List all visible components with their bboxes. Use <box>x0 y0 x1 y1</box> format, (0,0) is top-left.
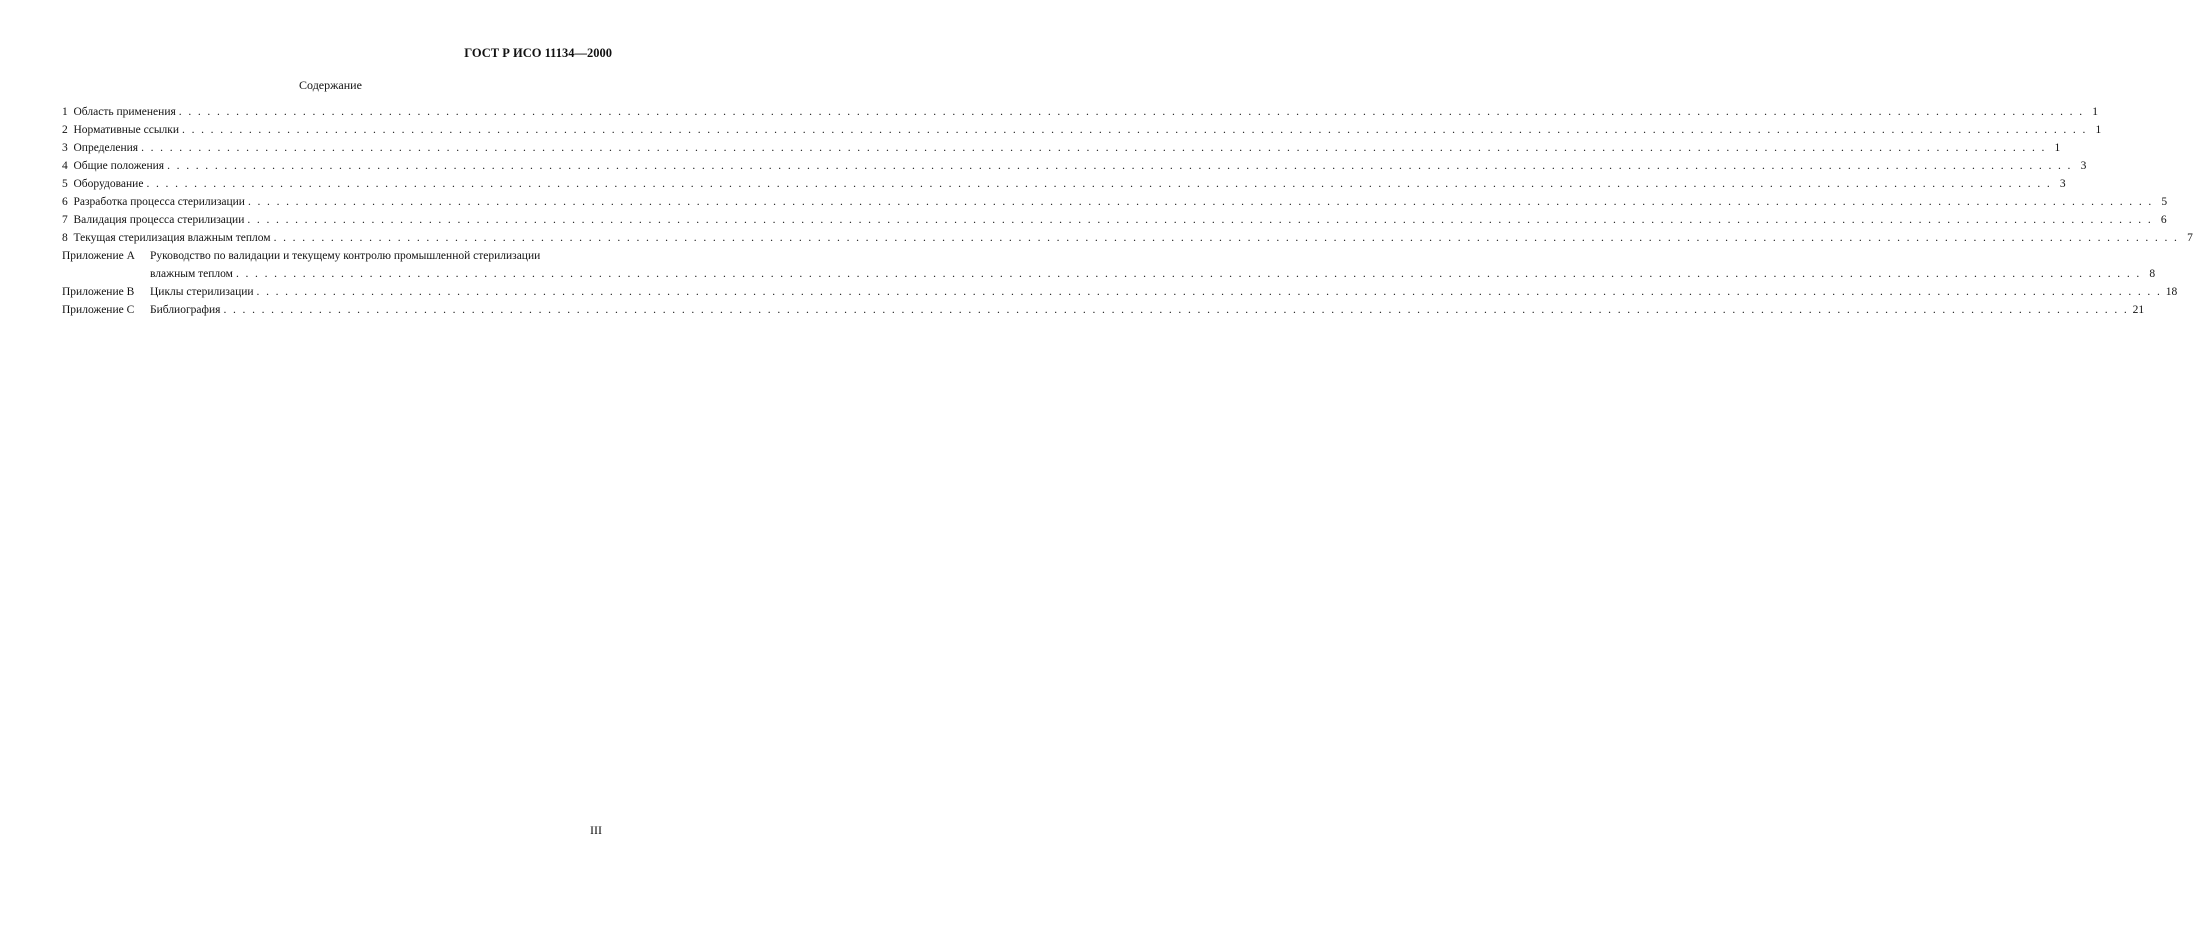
dot-leader: . . . . . . . . . . . . . . . . . . . . . . . . . . . . . . . . . . . . . . . . . . . . . . . . . . . . . . . . . . . . . . . . . . . . . . . . . . . . . . . . . . . . . . . . . . . . . . . . . . . . . . . . . . . . . . . . . . . . . . . . . . . . . . . . . . . . . . . . . . . . . . . . . . . . . . . . . . . . . . . . . . . . . . . . . . . . . . . . . . . . . . . . . . . . . . . . . . . . . . . . <box>146 178 2052 190</box>
toc-entry[interactable] <box>62 103 2098 121</box>
toc-entry[interactable] <box>62 301 2145 319</box>
entry-label: 1 Область применения <box>62 106 176 118</box>
entry-page: 1 <box>2092 106 2098 118</box>
appendix-prefix: Приложение С <box>62 304 135 316</box>
dot-leader: . . . . . . . . . . . . . . . . . . . . . . . . . . . . . . . . . . . . . . . . . . . . . . . . . . . . . . . . . . . . . . . . . . . . . . . . . . . . . . . . . . . . . . . . . . . . . . . . . . . . . . . . . . . . . . . . . . . . . . . . . . . . . . . . . . . . . . . . . . . . . . . . . . . . . . . . . . . . . . . . . . . . . . . . . . . . . . . . . . . . . . . . . . . . . . . . . . . . . . . . <box>235 268 2142 280</box>
entry-page: 18 <box>2165 286 2178 298</box>
entry-page: 3 <box>2080 160 2087 172</box>
entry-label: 5 Оборудование <box>62 178 144 190</box>
toc-entry[interactable] <box>62 175 2066 193</box>
toc-entry[interactable] <box>62 283 2178 301</box>
entry-page: 8 <box>2149 268 2156 280</box>
dot-leader: . . . . . . . . . . . . . . . . . . . . . . . . . . . . . . . . . . . . . . . . . . . . . . . . . . . . . . . . . . . . . . . . . . . . . . . . . . . . . . . . . . . . . . . . . . . . . . . . . . . . . . . . . . . . . . . . . . . . . . . . . . . . . . . . . . . . . . . . . . . . . . . . . . . . . . . . . . . . . . . . . . . . . . . . . . . . . . . . . . . . . . . . . . . . . . . . . . . . . . . . <box>223 304 2129 316</box>
entry-label: Циклы стерилизации <box>150 286 254 298</box>
toc-entry[interactable] <box>62 211 2167 229</box>
toc-entry[interactable] <box>62 139 2061 157</box>
table-of-contents <box>62 103 2193 319</box>
entry-label: 8 Текущая стерилизация влажным теплом <box>62 232 271 244</box>
dot-leader: . . . . . . . . . . . . . . . . . . . . . . . . . . . . . . . . . . . . . . . . . . . . . . . . . . . . . . . . . . . . . . . . . . . . . . . . . . . . . . . . . . . . . . . . . . . . . . . . . . . . . . . . . . . . . . . . . . . . . . . . . . . . . . . . . . . . . . . . . . . . . . . . . . . . . . . . . . . . . . . . . . . . . . . . . . . . . . . . . . . . . . . . . . . . . . . . . . . . . . . . <box>167 160 2073 172</box>
page-number: III <box>590 823 602 837</box>
dot-leader: . . . . . . . . . . . . . . . . . . . . . . . . . . . . . . . . . . . . . . . . . . . . . . . . . . . . . . . . . . . . . . . . . . . . . . . . . . . . . . . . . . . . . . . . . . . . . . . . . . . . . . . . . . . . . . . . . . . . . . . . . . . . . . . . . . . . . . . . . . . . . . . . . . . . . . . . . . . . . . . . . . . . . . . . . . . . . . . . . . . . . . . . . . . . . . . . . . . . . . . . <box>182 124 2088 136</box>
toc-entry[interactable] <box>62 193 2168 211</box>
entry-page: 3 <box>2059 178 2066 190</box>
entry-label: 3 Определения <box>62 142 139 154</box>
dot-leader: . . . . . . . . . . . . . . . . . . . . . . . . . . . . . . . . . . . . . . . . . . . . . . . . . . . . . . . . . . . . . . . . . . . . . . . . . . . . . . . . . . . . . . . . . . . . . . . . . . . . . . . . . . . . . . . . . . . . . . . . . . . . . . . . . . . . . . . . . . . . . . . . . . . . . . . . . . . . . . . . . . . . . . . . . . . . . . . . . . . . . . . . . . . . . . . . . . . . . . . . <box>256 286 2162 298</box>
toc-entry[interactable] <box>62 265 2156 283</box>
entry-page: 5 <box>2161 196 2168 208</box>
entry-label: 2 Нормативные ссылки <box>62 124 180 136</box>
dot-leader: . . . . . . . . . . . . . . . . . . . . . . . . . . . . . . . . . . . . . . . . . . . . . . . . . . . . . . . . . . . . . . . . . . . . . . . . . . . . . . . . . . . . . . . . . . . . . . . . . . . . . . . . . . . . . . . . . . . . . . . . . . . . . . . . . . . . . . . . . . . . . . . . . . . . . . . . . . . . . . . . . . . . . . . . . . . . . . . . . . . . . . . . . . . . . . . . . . . . . . . . <box>178 106 2084 118</box>
appendix-title-line: Руководство по валидации и текущему контролю промышленной стерилизации <box>150 250 541 262</box>
entry-page: 7 <box>2187 232 2193 244</box>
appendix-prefix: Приложение В <box>62 286 135 298</box>
dot-leader: . . . . . . . . . . . . . . . . . . . . . . . . . . . . . . . . . . . . . . . . . . . . . . . . . . . . . . . . . . . . . . . . . . . . . . . . . . . . . . . . . . . . . . . . . . . . . . . . . . . . . . . . . . . . . . . . . . . . . . . . . . . . . . . . . . . . . . . . . . . . . . . . . . . . . . . . . . . . . . . . . . . . . . . . . . . . . . . . . . . . . . . . . . . . . . . . . . . . . . . . <box>247 196 2154 208</box>
toc-title: Содержание <box>299 78 362 92</box>
dot-leader: . . . . . . . . . . . . . . . . . . . . . . . . . . . . . . . . . . . . . . . . . . . . . . . . . . . . . . . . . . . . . . . . . . . . . . . . . . . . . . . . . . . . . . . . . . . . . . . . . . . . . . . . . . . . . . . . . . . . . . . . . . . . . . . . . . . . . . . . . . . . . . . . . . . . . . . . . . . . . . . . . . . . . . . . . . . . . . . . . . . . . . . . . . . . . . . . . . . . . . . . <box>273 232 2179 244</box>
entry-label: Библиография <box>150 304 221 316</box>
toc-entry[interactable] <box>62 247 601 265</box>
toc-entry[interactable] <box>62 121 2102 139</box>
entry-page: 21 <box>2132 304 2145 316</box>
entry-label: 7 Валидация процесса стерилизации <box>62 214 245 226</box>
entry-label: 4 Общие положения <box>62 160 165 172</box>
dot-leader: . . . . . . . . . . . . . . . . . . . . . . . . . . . . . . . . . . . . . . . . . . . . . . . . . . . . . . . . . . . . . . . . . . . . . . . . . . . . . . . . . . . . . . . . . . . . . . . . . . . . . . . . . . . . . . . . . . . . . . . . . . . . . . . . . . . . . . . . . . . . . . . . . . . . . . . . . . . . . . . . . . . . . . . . . . . . . . . . . . . . . . . . . . . . . . . . . . . . . . . . <box>141 142 2047 154</box>
appendix-prefix: Приложение А <box>62 250 135 262</box>
toc-entry[interactable] <box>62 229 2193 247</box>
toc-entry[interactable] <box>62 157 2087 175</box>
entry-page: 6 <box>2160 214 2167 226</box>
entry-page: 1 <box>2095 124 2102 136</box>
dot-leader: . . . . . . . . . . . . . . . . . . . . . . . . . . . . . . . . . . . . . . . . . . . . . . . . . . . . . . . . . . . . . . . . . . . . . . . . . . . . . . . . . . . . . . . . . . . . . . . . . . . . . . . . . . . . . . . . . . . . . . . . . . . . . . . . . . . . . . . . . . . . . . . . . . . . . . . . . . . . . . . . . . . . . . . . . . . . . . . . . . . . . . . . . . . . . . . . . . . . . . . . <box>247 214 2153 226</box>
entry-label: влажным теплом <box>150 268 233 280</box>
entry-label: 6 Разработка процесса стерилизации <box>62 196 245 208</box>
standard-header: ГОСТ Р ИСО 11134—2000 <box>464 46 612 60</box>
entry-page: 1 <box>2054 142 2061 154</box>
